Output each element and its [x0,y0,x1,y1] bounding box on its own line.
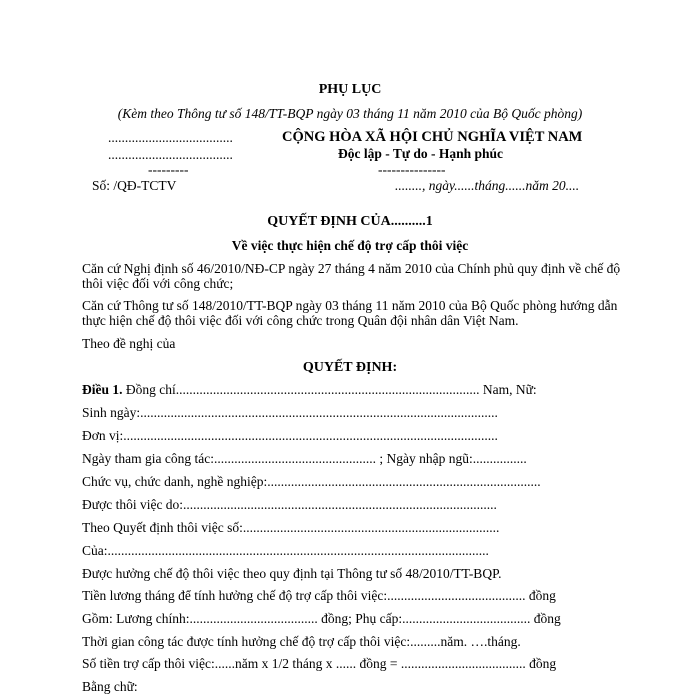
country-name: CỘNG HÒA XÃ HỘI CHỦ NGHĨA VIỆT NAM [282,129,583,145]
join-date-field: Ngày tham gia công tác:................................................ ; Ngày nhập ngũ:................ [82,451,527,466]
proposal-line: Theo đề nghị của [82,336,176,351]
decision-subject: Về việc thực hiện chế độ trợ cấp thôi việc [231,238,469,253]
birth-date-field: Sinh ngày:.......................................................................................................... [82,405,498,420]
comrade-field: Đồng chí.......................................................................................... Nam, Nữ: [122,382,537,397]
unit-field: Đơn vị:............................................................................................................... [82,428,498,443]
position-field: Chức vụ, chức danh, nghề nghiệp:................................................................................. [82,474,541,489]
decision-heading: QUYẾT ĐỊNH: [302,360,398,375]
service-time-field: Thời gian công tác được tính hưởng chế độ trợ cấp thôi việc:.........năm. ….tháng. [82,634,521,649]
org-name-line-2: ..................................... [108,147,233,162]
article-1-line [82,382,537,398]
reason-field: Được thôi việc do:............................................................................................. [82,497,497,512]
appendix-subtitle: (Kèm theo Thông tư số 148/TT-BQP ngày 03 tháng 11 năm 2010 của Bộ Quốc phòng) [117,106,583,121]
salary-breakdown-field: Gồm: Lương chính:...................................... đồng; Phụ cấp:...................................... đồng [82,611,561,626]
entitlement-line: Được hưởng chế độ thôi việc theo quy định tại Thông tư số 48/2010/TT-BQP. [82,566,502,581]
org-name-line-1: ..................................... [108,130,233,145]
org-divider: --------- [148,162,189,177]
legal-basis-2: Căn cứ Thông tư số 148/2010/TT-BQP ngày 03 tháng 11 năm 2010 của Bộ Quốc phòng hướng dẫn thực hiện chế độ thôi việc đối với công chức trong Quân đội nhân dân Việt Nam. [82,298,618,328]
article-1-label: Điều 1. [82,382,123,397]
decision-title: QUYẾT ĐỊNH CỦA..........1 [267,214,433,229]
appendix-title: PHỤ LỤC [318,82,382,97]
amount-in-words-field: Bằng chữ: [82,679,138,694]
allowance-amount-field: Số tiền trợ cấp thôi việc:......năm x 1/2 tháng x ...... đồng = ..................................... đồng [82,656,557,671]
national-motto: Độc lập - Tự do - Hạnh phúc [338,146,504,161]
legal-basis-1: Căn cứ Nghị định số 46/2010/NĐ-CP ngày 27 tháng 4 năm 2010 của Chính phủ quy định về chế độ thôi việc đối với công chức; [82,261,621,291]
decision-number-field: Theo Quyết định thôi việc số:............................................................................ [82,520,500,535]
motto-divider: --------------- [378,162,446,177]
issuer-field: Của:................................................................................................................. [82,543,489,558]
salary-field: Tiền lương tháng để tính hưởng chế độ trợ cấp thôi việc:......................................... đồng [82,588,556,603]
document-number: Số: /QĐ-TCTV [92,178,177,193]
date-line: ........, ngày......tháng......năm 20.... [395,178,580,193]
